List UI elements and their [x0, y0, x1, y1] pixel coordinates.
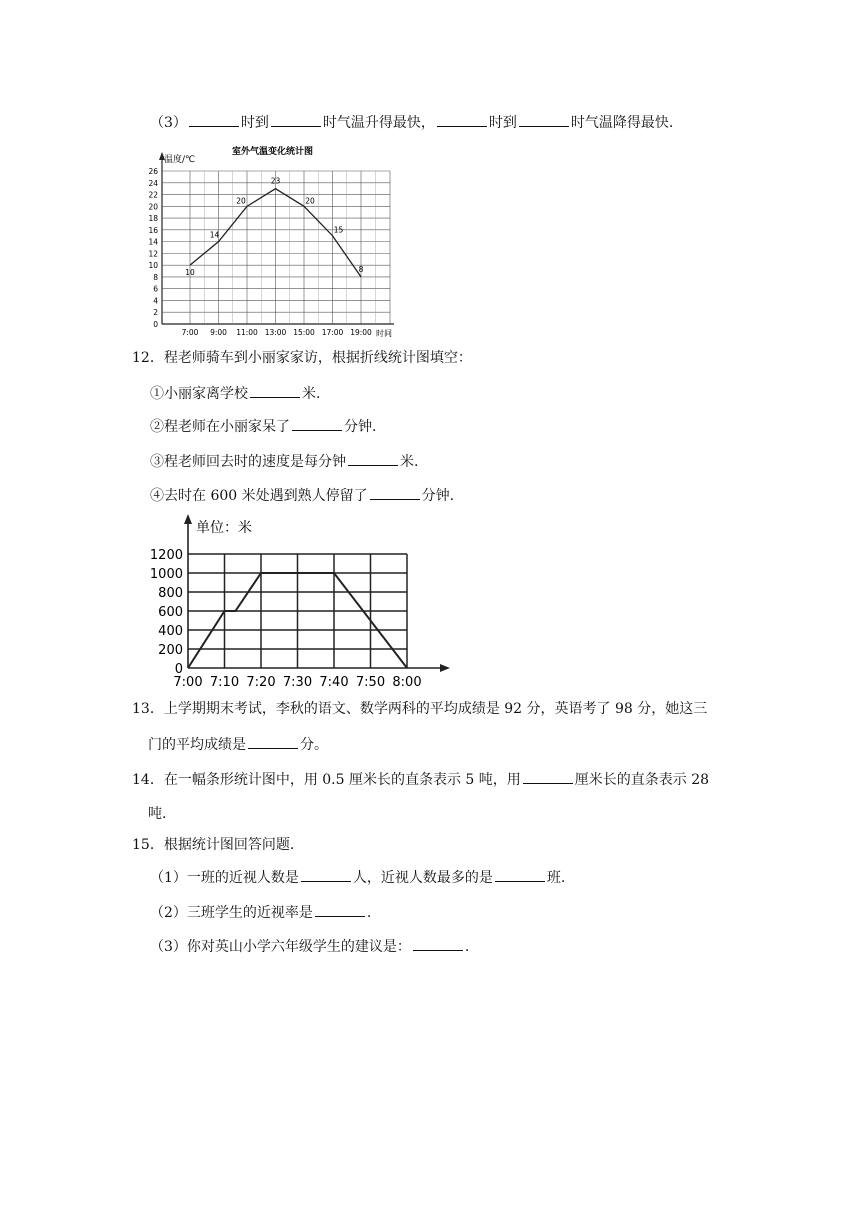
answer-blank[interactable]	[301, 867, 351, 882]
chart1-xlabel: 时间	[376, 329, 392, 338]
answer-blank[interactable]	[413, 936, 463, 951]
chart1-y-tick-label: 26	[148, 167, 158, 176]
chart1-y-tick-label: 24	[148, 178, 158, 188]
chart1-y-tick-label: 8	[153, 272, 158, 282]
q12-sub1-unit: 米.	[302, 386, 321, 402]
q13-unit: 分。	[300, 737, 328, 753]
q12-sub1	[150, 383, 320, 403]
q15-sub2-text: （2）三班学生的近视率是	[150, 905, 313, 921]
chart2-x-tick-label: 7:20	[246, 675, 276, 690]
q12-sub4-text: ④去时在 600 米处遇到熟人停留了	[150, 488, 368, 504]
chart1-x-ticks	[182, 328, 372, 337]
q15-sub2-text: .	[366, 905, 372, 921]
chart2-x-arrow	[440, 664, 450, 672]
q11-part3-text: 时到	[240, 115, 269, 131]
chart2-y-tick-label: 400	[158, 624, 183, 639]
q12-sub4	[150, 485, 454, 505]
chart1-x-tick-label: 7:00	[181, 328, 199, 337]
q11-part3	[150, 112, 673, 132]
q14-text: 厘米长的直条表示 28	[574, 772, 710, 788]
answer-blank[interactable]	[250, 383, 300, 398]
chart2-y-tick-label: 0	[174, 662, 183, 677]
q12-sub3-text: ③程老师回去时的速度是每分钟	[150, 454, 346, 470]
chart1-data-label: 15	[333, 225, 344, 235]
chart1-grid	[162, 171, 390, 324]
answer-blank[interactable]	[271, 112, 321, 127]
chart1-y-tick-label: 2	[153, 308, 158, 318]
q13-line2	[148, 734, 328, 754]
chart1-y-tick-label: 18	[148, 214, 158, 224]
chart1-x-tick-label: 17:00	[321, 328, 344, 337]
q15-sub3-text: （3）你对英山小学六年级学生的建议是：	[150, 939, 411, 955]
q12-sub1-text: ①小丽家离学校	[150, 386, 248, 402]
q11-part3-text: 时到	[488, 115, 517, 131]
chart1-y-tick-label: 16	[148, 225, 158, 235]
q15-sub1-text: （1）一班的近视人数是	[150, 870, 299, 886]
q11-part3-text: 时气温降得最快.	[570, 115, 674, 131]
chart2-y-tick-label: 800	[158, 586, 183, 601]
answer-blank[interactable]	[523, 769, 573, 784]
chart1-y-tick-label: 6	[153, 284, 158, 294]
chart2-y-tick-label: 1000	[149, 567, 183, 582]
q14-line1	[132, 769, 709, 789]
answer-blank[interactable]	[248, 734, 298, 749]
chart2-x-tick-label: 7:40	[319, 675, 349, 690]
chart2-x-tick-label: 7:30	[282, 675, 313, 690]
q15-sub1	[150, 867, 565, 887]
chart2-y-ticks	[150, 548, 183, 677]
chart1-x-tick-label: 11:00	[236, 328, 258, 337]
chart1-data-label: 14	[209, 230, 220, 240]
chart1-x-tick-label: 9:00	[210, 328, 227, 337]
answer-blank[interactable]	[292, 416, 342, 431]
q12-sub2-unit: 分钟.	[344, 419, 377, 435]
q14-text: 14．在一幅条形统计图中，用 0.5 厘米长的直条表示 5 吨，用	[132, 772, 521, 788]
q12-title: 12．程老师骑车到小丽家家访，根据折线统计图填空：	[132, 350, 472, 366]
answer-blank[interactable]	[437, 112, 487, 127]
chart2-y-arrow	[184, 514, 192, 524]
q13-text: 门的平均成绩是	[148, 737, 246, 753]
chart1-y-tick-label: 14	[148, 237, 158, 247]
chart2-grid	[188, 554, 407, 668]
q15-title: 15．根据统计图回答问题.	[132, 837, 295, 853]
chart2-y-tick-label: 200	[158, 643, 183, 658]
chart1-y-tick-label: 22	[148, 190, 158, 200]
chart2-x-ticks	[173, 675, 421, 690]
chart2-x-tick-label: 7:00	[173, 675, 203, 690]
chart2-y-tick-label: 1200	[149, 548, 183, 563]
chart1-title: 室外气温变化统计图	[232, 147, 314, 157]
answer-blank[interactable]	[189, 112, 239, 127]
chart1-y-tick-label: 12	[148, 249, 158, 259]
chart2-x-tick-label: 7:50	[355, 675, 386, 690]
chart1-x-tick-label: 15:00	[293, 328, 315, 337]
q11-part3-text: 时气温升得最快，	[322, 115, 435, 131]
chart1-x-tick-label: 19:00	[350, 328, 372, 337]
chart1-y-tick-label: 4	[153, 296, 158, 306]
answer-blank[interactable]	[495, 867, 545, 882]
distance-chart	[140, 510, 460, 690]
q13-line1: 13．上学期期末考试，李秋的语文、数学两科的平均成绩是 92 分，英语考了 98 分，她这三	[132, 701, 708, 717]
q15-sub3	[150, 936, 469, 956]
temperature-chart	[140, 140, 400, 340]
q15-sub1-text: 人，近视人数最多的是	[352, 870, 493, 886]
q14-line2: 吨.	[148, 806, 167, 822]
q15-sub2	[150, 902, 371, 922]
chart1-x-tick-label: 13:00	[264, 328, 287, 337]
chart1-data-labels	[185, 177, 363, 278]
q12-sub2-text: ②程老师在小丽家呆了	[150, 419, 290, 435]
chart1-data-label: 20	[236, 196, 246, 206]
answer-blank[interactable]	[519, 112, 569, 127]
answer-blank[interactable]	[315, 902, 365, 917]
chart1-data-label: 23	[270, 176, 281, 186]
chart1-y-ticks	[148, 167, 158, 329]
q15-sub1-text: 班.	[546, 870, 566, 886]
chart1-data-label: 10	[185, 268, 195, 278]
q11-part3-prefix: （3）	[150, 115, 187, 131]
q12-sub3-unit: 米.	[400, 454, 419, 470]
chart2-x-tick-label: 8:00	[392, 675, 422, 690]
answer-blank[interactable]	[348, 451, 398, 466]
chart1-ylabel: 温度/℃	[164, 155, 196, 165]
chart2-x-tick-label: 7:10	[209, 675, 240, 690]
chart1-y-tick-label: 10	[148, 261, 158, 271]
chart2-y-tick-label: 600	[158, 605, 183, 620]
chart1-y-tick-label: 0	[153, 320, 158, 329]
chart1-data-label: 8	[358, 264, 364, 274]
q12-sub3	[150, 451, 418, 471]
q15-sub3-text: .	[464, 939, 470, 955]
chart1-data-label: 20	[305, 196, 315, 206]
answer-blank[interactable]	[370, 485, 420, 500]
chart1-y-tick-label: 20	[148, 202, 158, 212]
q12-sub2	[150, 416, 376, 436]
q12-sub4-unit: 分钟.	[421, 488, 455, 504]
chart2-unit-label: 单位：米	[196, 520, 252, 536]
